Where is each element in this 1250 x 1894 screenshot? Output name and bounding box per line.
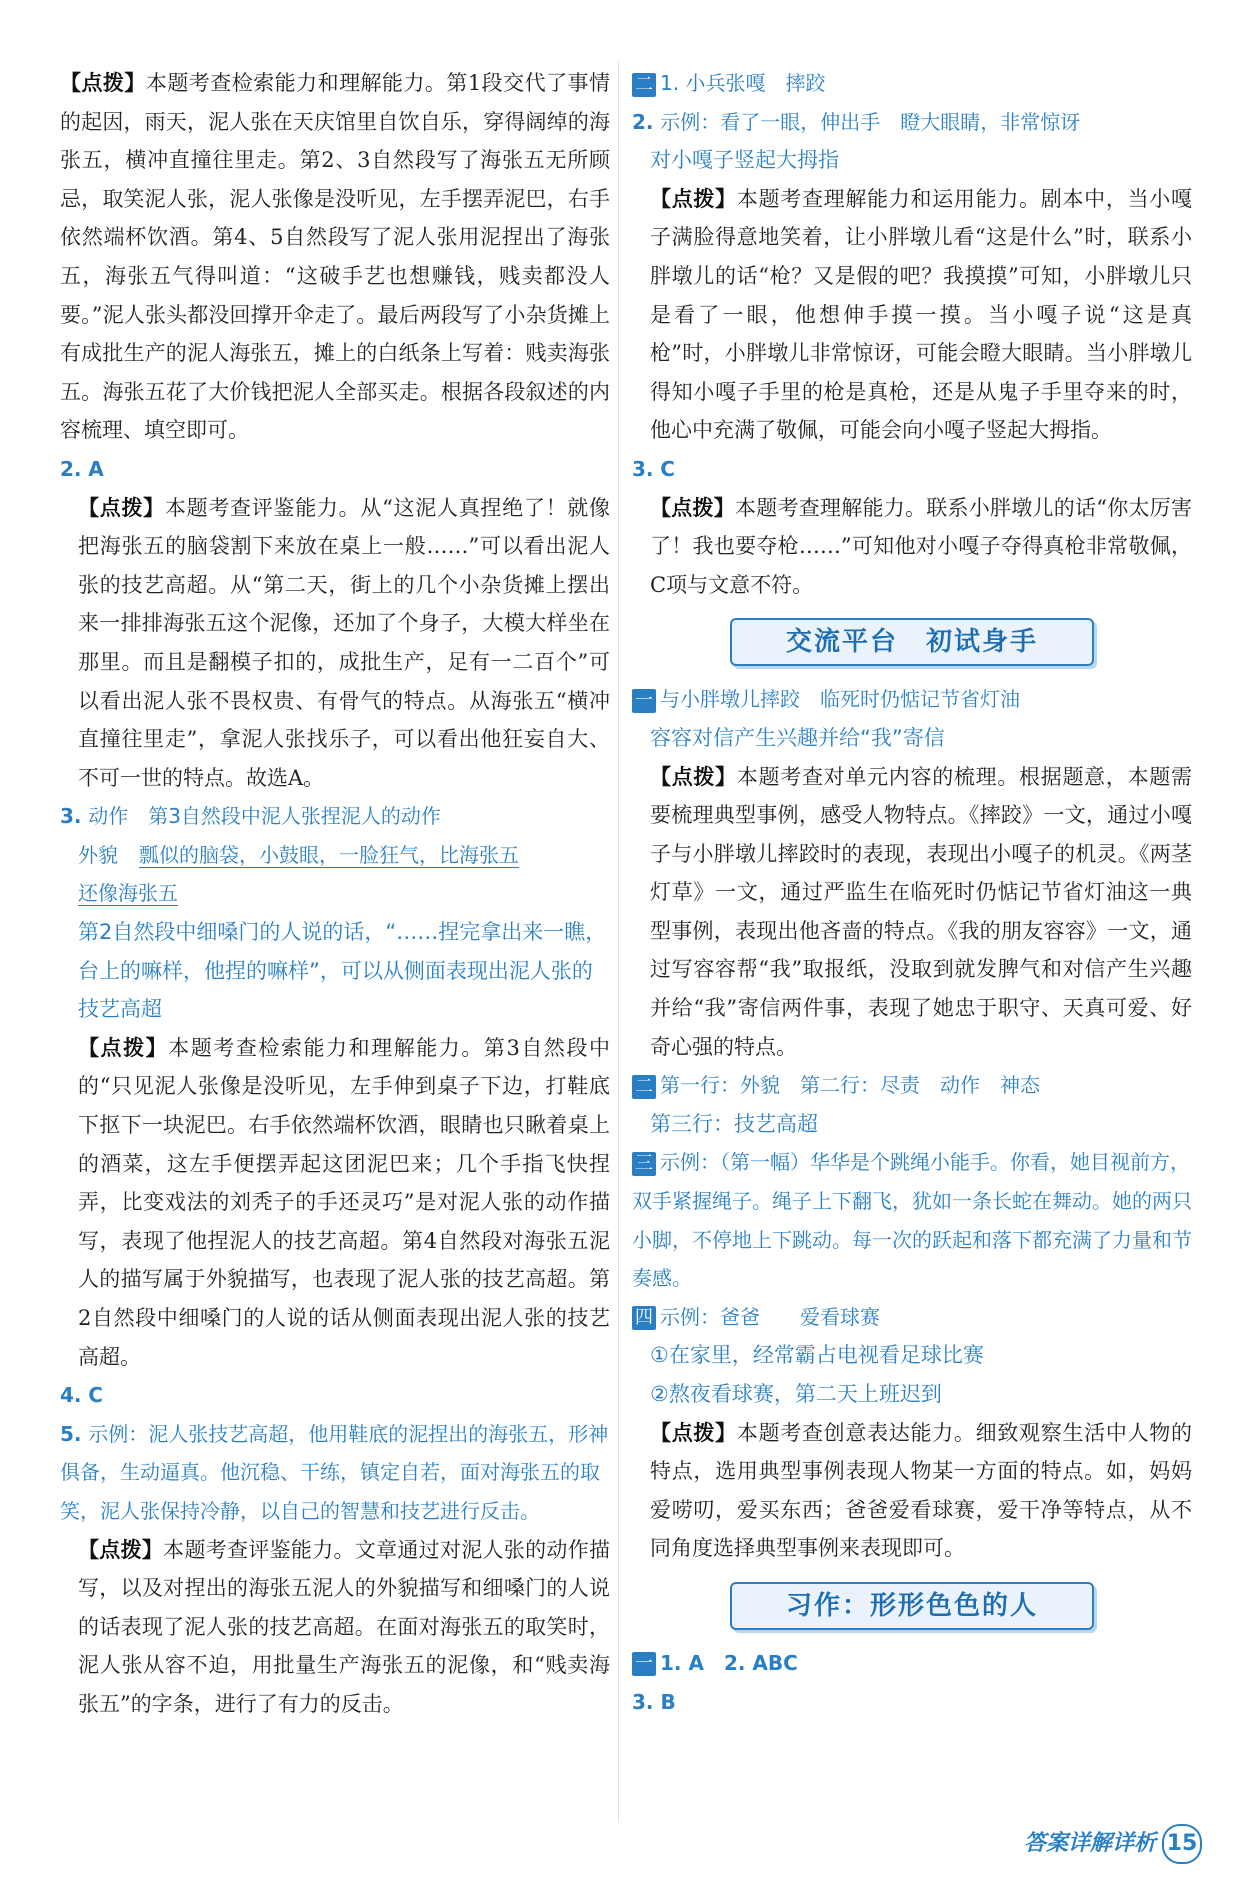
block-writing-3: [632, 1683, 1192, 1722]
answer-line: 动作 第3自然段中泥人张捏泥人的动作: [88, 804, 441, 829]
example-label: 示例：: [660, 1150, 720, 1175]
paragraph-hint-5: [60, 1531, 610, 1724]
hint-label: 【点拨】: [650, 764, 737, 789]
page-number: 15: [1162, 1824, 1202, 1864]
hint-text: 本题考查理解能力和运用能力。剧本中，当小嘎子满脸得意地笑着，让小胖墩儿看“这是什么”时，联系小胖墩儿的话“枪？又是假的吧？我摸摸”可知，小胖墩儿只是看了一眼，他想伸手摸一摸。当小嘎子说“这是真枪”时，小胖墩儿非常惊讶，可能会瞪大眼睛。当小胖墩儿得知小嘎子手里的枪是真枪，还是从鬼子手里夺来的时，他心中充满了敬佩，可能会向小嘎子竖起大拇指。: [650, 186, 1193, 443]
hint-text: 本题考查评鉴能力。从“这泥人真捏绝了！就像把海张五的脑袋割下来放在桌上一般……”可以看出泥人张的技艺高超。从“第二天，街上的几个小杂货摊上摆出来一排排海张五这个泥像，还加了个身子，大模大样坐在那里。而且是翻模子扣的，成批生产，足有一二百个”可以看出泥人张不畏权贵、有骨气的特点。从海张五“横冲直撞往里走”，拿泥人张找乐子，可以看出他狂妄自大、不可一世的特点。故选A。: [78, 495, 611, 790]
question-2: [60, 450, 610, 489]
hint-text: 本题考查检索能力和理解能力。第1段交代了事情的起因，雨天，泥人张在天庆馆里自饮自乐，穿得阔绰的海张五，横冲直撞往里走。第2、3自然段写了海张五无所顾忌，取笑泥人张，泥人张像是没听见，左手摆弄泥巴，右手依然端杯饮酒。第4、5自然段写了泥人张用泥捏出了海张五，海张五气得叫道：“这破手艺也想赚钱，贱卖都没人要。”泥人张头都没回撑开伞走了。最后两段写了小杂货摊上有成批生产的泥人海张五，摊上的白纸条上写着：贱卖海张五。海张五花了大价钱把泥人全部买走。根据各段叙述的内容梳理、填空即可。: [60, 71, 611, 443]
answer-line-3: [60, 874, 610, 913]
example-label: 示例：: [88, 1421, 149, 1446]
hint-label: 【点拨】: [650, 1420, 737, 1445]
question-4: [60, 1376, 610, 1415]
left-column: [60, 64, 610, 1724]
page-footer: [1024, 1824, 1202, 1864]
section-badge: 一: [632, 689, 656, 713]
answer-line-3: ②熬夜看球赛，第二天上班迟到: [650, 1382, 942, 1406]
hint-label: 【点拨】: [78, 1537, 164, 1562]
hint-text: 本题考查理解能力。联系小胖墩儿的话“你太厉害了！我也要夺枪……”可知他对小嘎子夺得真枪非常敬佩，C项与文意不符。: [650, 495, 1193, 597]
answer-line-2: ①在家里，经常霸占电视看足球比赛: [650, 1343, 984, 1368]
answer-line-2: 第三行：技艺高超: [650, 1111, 818, 1136]
answer-underlined: 瓢似的脑袋，小鼓眼，一脸狂气，比海张五: [139, 842, 519, 867]
block-4: [632, 1298, 1192, 1337]
column-divider: [618, 62, 619, 1822]
section-2-q3: [632, 450, 1192, 489]
hint-label: 【点拨】: [650, 495, 736, 520]
section-banner-writing: 习作：形形色色的人: [730, 1582, 1094, 1630]
section-2-q2: [632, 103, 1192, 142]
paragraph-hint-2: [60, 489, 610, 798]
paragraph-hint-s2q2: [632, 180, 1192, 450]
paragraph-hint-3: [60, 1029, 610, 1376]
question-number: 2.: [60, 456, 82, 481]
hint-label: 【点拨】: [78, 1035, 169, 1060]
paragraph-hint-b4: [632, 1414, 1192, 1568]
answer-line-2: 对小嘎子竖起大拇指: [650, 148, 839, 173]
answer-line: 第一行：外貌 第二行：尽责 动作 神态: [660, 1073, 1040, 1098]
answer-choice: 3. B: [632, 1689, 676, 1714]
paragraph-hint-1: [60, 64, 610, 450]
section-badge: 四: [632, 1306, 656, 1330]
footer-label: 答案详解详析: [1023, 1831, 1156, 1856]
answer-choice: 1. A 2. ABC: [660, 1650, 798, 1675]
section-2-q1: [632, 64, 1192, 103]
answer-text: （第一幅）华华是个跳绳小能手。你看，她目视前方，双手紧握绳子。绳子上下翻飞，犹如一条长蛇在舞动。她的两只小脚，不停地上下跳动。每一次的跃起和落下都充满了力量和节奏感。: [632, 1150, 1192, 1291]
example-label: 示例：: [660, 109, 721, 134]
answer-line-4: 第2自然段中细嗓门的人说的话，“……捏完拿出来一瞧，台上的嘛样，他捏的嘛样”，可以从侧面表现出泥人张的技艺高超: [78, 920, 607, 1022]
answer-line: 爸爸 爱看球赛: [720, 1304, 880, 1329]
block-3: [632, 1143, 1192, 1297]
section-badge: 三: [632, 1152, 656, 1176]
answer-line-2: 容容对信产生兴趣并给“我”寄信: [650, 725, 945, 750]
paragraph-hint-s2q3: [632, 489, 1192, 605]
answer-choice: C: [660, 456, 675, 481]
paragraph-hint-b1: [632, 758, 1192, 1067]
block-writing-1: [632, 1644, 1192, 1683]
section-badge: 一: [632, 1652, 656, 1676]
example-label: 示例：: [660, 1304, 720, 1329]
answer-label: 外貌: [78, 842, 118, 867]
section-badge: 二: [632, 1075, 656, 1099]
answer-underlined: 还像海张五: [78, 881, 178, 906]
answer-line: 与小胖墩儿摔跤 临死时仍惦记节省灯油: [660, 687, 1020, 712]
hint-text: 本题考查检索能力和理解能力。第3自然段中的“只见泥人张像是没听见，左手伸到桌子下边，打鞋底下抠下一块泥巴。右手依然端杯饮酒，眼睛也只瞅着桌上的酒菜，这左手便摆弄起这团泥巴来；几个手指飞快捏弄，比变戏法的刘秃子的手还灵巧”是对泥人张的动作描写，表现了他捏泥人的技艺高超。第4自然段对海张五泥人的描写属于外貌描写，也表现了泥人张的技艺高超。第2自然段中细嗓门的人说的话从侧面表现出泥人张的技艺高超。: [78, 1035, 611, 1369]
answer-line: 1. 小兵张嘎 摔跤: [660, 71, 826, 95]
hint-label: 【点拨】: [78, 495, 165, 520]
hint-label: 【点拨】: [650, 186, 737, 211]
answer-line-2: [60, 836, 610, 875]
block-1: [632, 680, 1192, 719]
section-badge: 二: [632, 73, 656, 97]
question-number: 2.: [632, 109, 654, 134]
block-2: [632, 1066, 1192, 1105]
question-3: [60, 797, 610, 836]
hint-text: 本题考查评鉴能力。文章通过对泥人张的动作描写，以及对捏出的海张五泥人的外貌描写和细嗓门的人说的话表现了泥人张的技艺高超。在面对海张五的取笑时，泥人张从容不迫，用批量生产海张五的泥像，和“贱卖海张五”的字条，进行了有力的反击。: [78, 1537, 611, 1716]
answer-line: 看了一眼，伸出手 瞪大眼睛，非常惊讶: [720, 109, 1081, 134]
right-column: [632, 64, 1192, 1721]
question-number: 5.: [60, 1421, 82, 1446]
question-number: 3.: [632, 456, 654, 481]
answer-text: 泥人张技艺高超，他用鞋底的泥捏出的海张五，形神俱备，生动逼真。他沉稳、干练，镇定自若，面对海张五的取笑，泥人张保持冷静，以自己的智慧和技艺进行反击。: [60, 1421, 609, 1523]
section-banner-exchange: 交流平台 初试身手: [730, 618, 1094, 666]
answer-choice: C: [88, 1383, 103, 1408]
hint-label: 【点拨】: [60, 71, 146, 95]
question-number: 3.: [60, 804, 82, 829]
question-5: [60, 1415, 610, 1531]
answer-choice: A: [88, 456, 104, 481]
hint-text: 本题考查创意表达能力。细致观察生活中人物的特点，选用典型事例表现人物某一方面的特点。如，妈妈爱唠叨，爱买东西；爸爸爱看球赛，爱干净等特点，从不同角度选择典型事例来表现即可。: [650, 1420, 1193, 1561]
hint-text: 本题考查对单元内容的梳理。根据题意，本题需要梳理典型事例，感受人物特点。《摔跤》一文，通过小嘎子与小胖墩儿摔跤时的表现，表现出小嘎子的机灵。《两茎灯草》一文，通过严监生在临死时仍惦记节省灯油这一典型事例，表现出他吝啬的特点。《我的朋友容容》一文，通过写容容帮“我”取报纸，没取到就发脾气和对信产生兴趣并给“我”寄信两件事，表现了她忠于职守、天真可爱、好奇心强的特点。: [650, 764, 1193, 1059]
question-number: 4.: [60, 1383, 82, 1408]
